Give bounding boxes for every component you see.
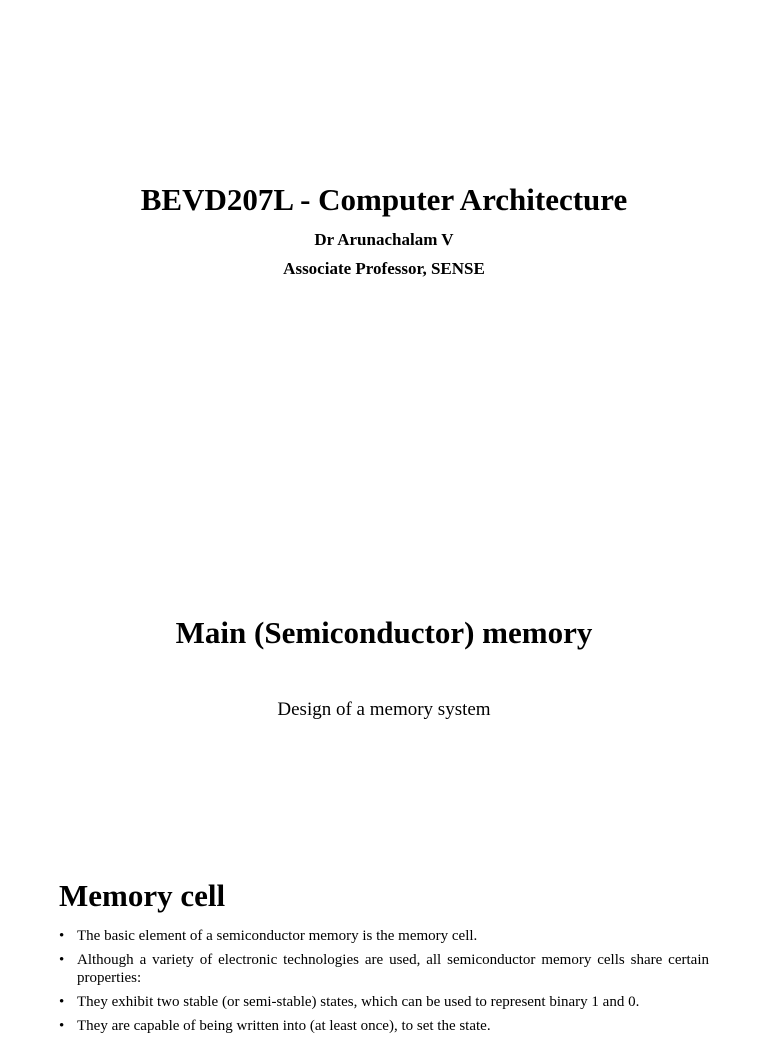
bullet-text: Although a variety of electronic technologies are used, all semiconductor memory cells share certain properties: — [77, 952, 709, 986]
bullet-text: The basic element of a semiconductor memory is the memory cell. — [77, 928, 478, 944]
bullet-icon: • — [59, 928, 65, 944]
bullet-text: They exhibit two stable (or semi-stable) states, which can be used to represent binary 1 and 0. — [77, 994, 640, 1010]
bullet-item — [59, 951, 709, 987]
title-slide — [0, 0, 768, 430]
bullet-icon: • — [59, 994, 65, 1010]
slide-title: Memory cell — [59, 878, 226, 913]
bullet-icon: • — [59, 1018, 65, 1034]
bullet-icon: • — [59, 952, 65, 968]
bullet-text: They are capable of being written into (at least once), to set the state. — [77, 1018, 491, 1034]
section-title: Main (Semiconductor) memory — [175, 615, 593, 650]
content-slide — [0, 860, 768, 1034]
bullet-item — [59, 927, 709, 945]
bullet-item — [59, 993, 709, 1011]
section-slide — [0, 430, 768, 860]
bullet-list — [59, 927, 709, 1041]
author-name: Dr Arunachalam V — [314, 230, 454, 249]
section-subtitle: Design of a memory system — [277, 699, 491, 720]
course-title: BEVD207L - Computer Architecture — [140, 182, 628, 217]
author-affiliation: Associate Professor, SENSE — [283, 259, 485, 278]
bullet-item — [59, 1017, 709, 1035]
